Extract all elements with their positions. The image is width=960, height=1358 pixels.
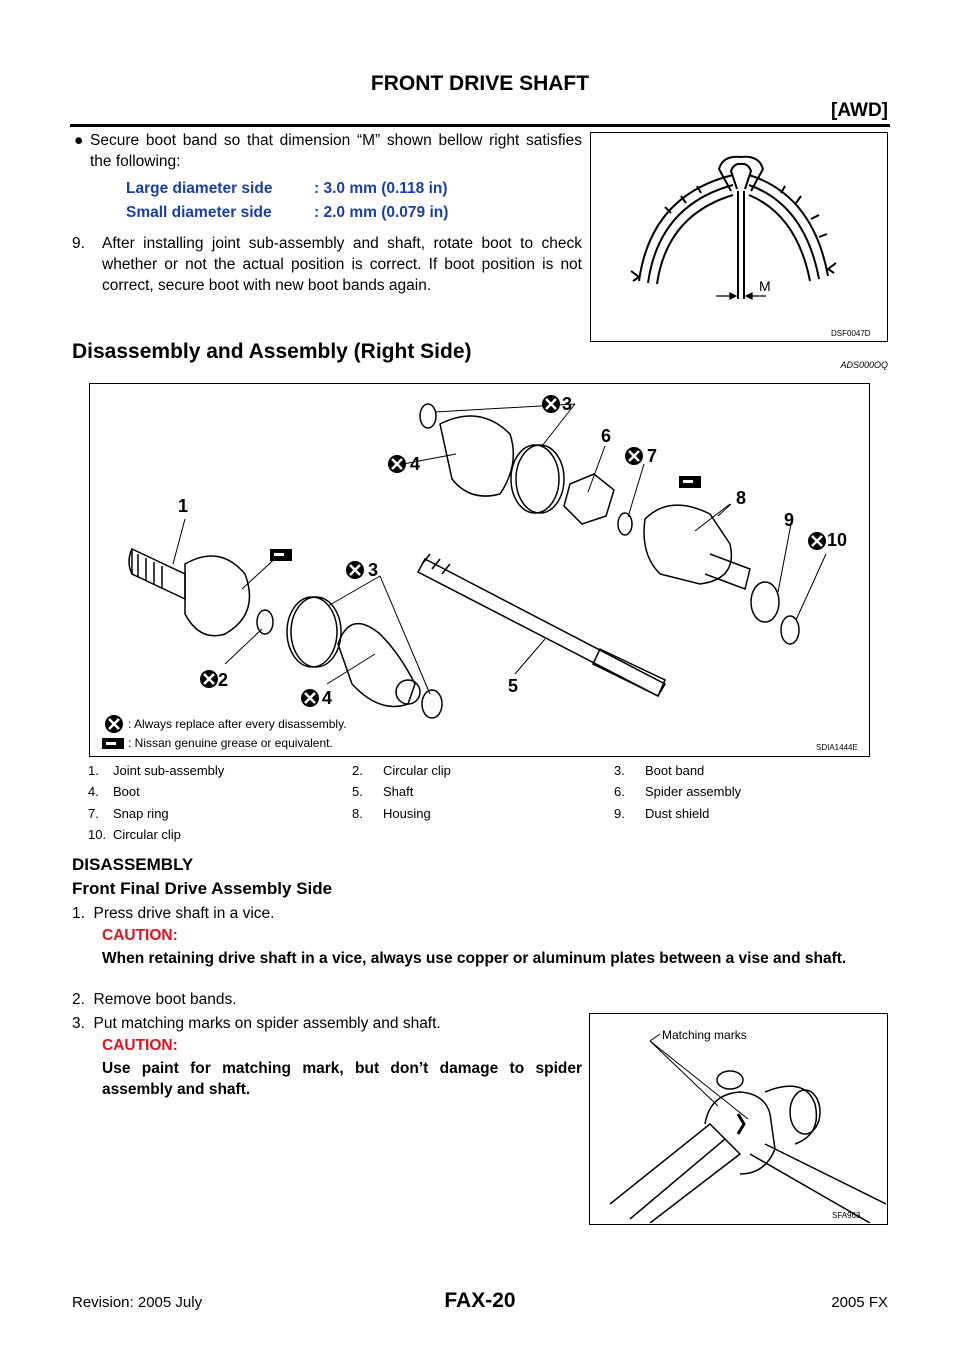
spec-value: : 2.0 mm (0.079 in)	[314, 204, 449, 221]
part-name: Spider assembly	[645, 784, 742, 799]
dimension-m-label: M	[759, 278, 771, 294]
legend-grease-text: : Nissan genuine grease or equivalent.	[128, 736, 333, 750]
part-num: 7.	[88, 806, 99, 821]
caution-text: When retaining drive shaft in a vice, always use copper or aluminum plates between a vise and shaft.	[102, 950, 847, 967]
section-ref-code: ADS000OQ	[840, 360, 888, 370]
callout-3-upper: 3	[562, 394, 573, 414]
legend-replace-text: : Always replace after every disassembly.	[128, 717, 347, 731]
figure-code: SFA963	[832, 1211, 861, 1220]
part-name: Joint sub-assembly	[113, 763, 225, 778]
disassembly-step-3: 3. Put matching marks on spider assembly and shaft.	[72, 1015, 441, 1032]
callout-6: 6	[601, 426, 612, 446]
part-name: Housing	[383, 806, 431, 821]
matching-marks-label: Matching marks	[662, 1028, 747, 1042]
part-item	[88, 806, 169, 821]
header-rule	[70, 124, 890, 127]
part-num: 8.	[352, 806, 363, 821]
intro-bullet	[74, 130, 582, 172]
caution-text: Use paint for matching mark, but don’t damage to spider assembly and shaft.	[102, 1060, 582, 1098]
part-num: 2.	[352, 763, 363, 778]
footer-revision: Revision: 2005 July	[72, 1294, 203, 1311]
part-name: Boot	[113, 784, 140, 799]
part-item	[352, 763, 451, 778]
callout-1: 1	[178, 496, 189, 516]
callout-2: 2	[218, 670, 229, 690]
callout-10: 10	[827, 530, 848, 550]
bullet-text: Secure boot band so that dimension “M” shown bellow right satisfies the following:	[90, 132, 582, 170]
figure-code: SDIA1444E	[816, 743, 858, 752]
disassembly-heading: DISASSEMBLY	[72, 855, 194, 874]
page-number: FAX-20	[444, 1289, 516, 1312]
callout-7: 7	[647, 446, 658, 466]
part-item	[352, 806, 431, 821]
spec-label: Small diameter side	[126, 204, 272, 221]
legend-replace-icon	[105, 715, 123, 733]
replace-marker-icon	[200, 395, 826, 707]
step-9	[72, 233, 582, 296]
part-num: 9.	[614, 806, 625, 821]
spec-label: Large diameter side	[126, 180, 273, 197]
caution-label: CAUTION:	[102, 927, 178, 944]
part-item	[614, 806, 709, 821]
section-tag: [AWD]	[831, 100, 888, 121]
part-item	[614, 784, 741, 799]
callout-5: 5	[508, 676, 519, 696]
spec-row-large	[126, 180, 448, 198]
callout-4-lower: 4	[322, 688, 333, 708]
part-name: Dust shield	[645, 806, 710, 821]
spec-value: : 3.0 mm (0.118 in)	[314, 180, 448, 197]
part-name: Boot band	[645, 763, 705, 778]
figure-matching-marks	[589, 1013, 888, 1225]
part-item	[88, 827, 181, 842]
part-name: Shaft	[383, 784, 414, 799]
caution-label: CAUTION:	[102, 1037, 178, 1054]
bullet-dot: ●	[74, 132, 84, 149]
section-heading: Disassembly and Assembly (Right Side)	[72, 340, 472, 363]
disassembly-step-2: 2. Remove boot bands.	[72, 991, 237, 1008]
part-num: 4.	[88, 784, 99, 799]
part-name: Circular clip	[113, 827, 181, 842]
spec-row-small	[126, 204, 448, 222]
disassembly-step-1: 1. Press drive shaft in a vice.	[72, 905, 275, 922]
exploded-view-drawing	[90, 384, 868, 755]
disassembly-subheading: Front Final Drive Assembly Side	[72, 879, 333, 898]
page-title: FRONT DRIVE SHAFT	[370, 72, 590, 95]
part-num: 10.	[88, 827, 107, 842]
part-item	[88, 784, 140, 799]
legend-grease-icon	[102, 738, 124, 749]
part-num: 5.	[352, 784, 363, 799]
figure-code: DSF0047D	[831, 329, 871, 338]
part-item	[88, 763, 224, 778]
step-number: 9.	[72, 235, 85, 252]
callout-4-upper: 4	[410, 454, 421, 474]
boot-band-drawing	[591, 133, 886, 340]
callout-3-lower: 3	[368, 560, 379, 580]
part-num: 1.	[88, 763, 99, 778]
step-text: After installing joint sub-assembly and shaft, rotate boot to check whether or not the actual position is correct. If boot position is not correct, secure boot with new boot bands again.	[102, 235, 582, 294]
part-item	[352, 784, 413, 799]
footer-model: 2005 FX	[831, 1294, 888, 1311]
callout-9: 9	[784, 510, 795, 530]
matching-marks-drawing	[590, 1014, 886, 1223]
figure-boot-band	[590, 132, 888, 342]
part-num: 3.	[614, 763, 625, 778]
part-name: Snap ring	[113, 806, 169, 821]
part-num: 6.	[614, 784, 625, 799]
figure-exploded-view	[89, 383, 870, 757]
part-name: Circular clip	[383, 763, 451, 778]
callout-8: 8	[736, 488, 747, 508]
part-item	[614, 763, 704, 778]
